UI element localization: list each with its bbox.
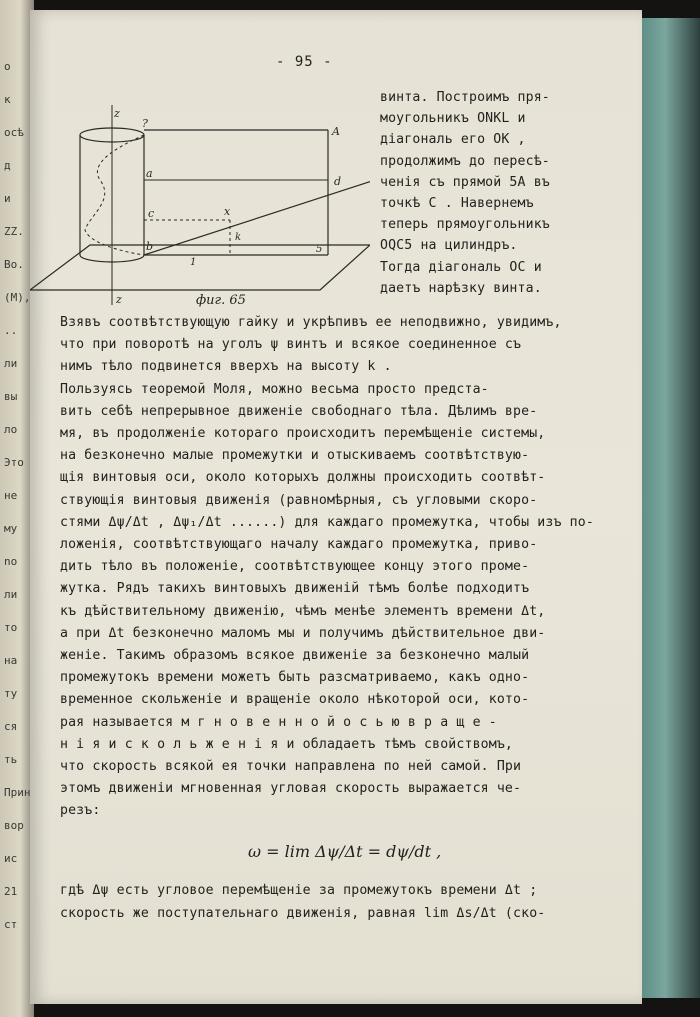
text-line: моугольникъ ONKL и [380,111,526,127]
text-line: рая называется м г н о в е н н о й о с ь ю в р а щ е - [60,714,497,730]
figure-65-helix-diagram [30,105,370,305]
text-line: временное скольженіе и вращеніе около нѣкоторой оси, кото- [60,692,530,708]
left-page-fragment: осѣ [4,126,24,139]
left-page-fragment: ли [4,588,18,601]
text-line: щія винтовыя оси, около которыхъ должны происходить соотвѣт- [60,470,546,486]
text-line: дить тѣло въ положеніе, соотвѣтствующее концу этого проме- [60,559,530,575]
text-line: что скорость всякой ея точки направлена по ней самой. При [60,759,522,774]
text-line: гдѣ Δψ есть угловое перемѣщеніе за промежутокъ времени Δt ; [60,883,538,898]
text-line: Пользуясь теоремой Моля, можно весьма просто предста- [60,381,489,397]
left-page-fragment: no [4,555,18,568]
left-page-fragment: на [4,654,18,667]
left-page-fragment: Прин [4,786,31,799]
text-line: ченія съ прямой 5A въ [380,174,550,190]
text-line: женіе. Такимъ образомъ всякое движеніе за безконечно малый [60,648,530,663]
text-line: мя, въ продолженіе котораго происходитъ перемѣщеніе системы, [60,426,546,441]
label-z-top: z [114,107,120,120]
left-page-fragment: ту [4,687,18,700]
text-line: а при Δt безконечно маломъ мы и получимъ дѣйствительное дви- [60,625,546,641]
left-page-fragment: ст [4,918,18,931]
text-line: нимъ тѣло подвинется вверхъ на высоту k . [60,359,392,375]
text-line: на безконечно малые промежутки и отыскиваемъ соотвѣтствую- [60,448,530,464]
text-line: къ дѣйствительному движенію, чѣмъ менѣе элементъ времени Δt, [60,603,546,619]
adjacent-left-page [0,0,34,1017]
book-cover-edge [642,18,700,998]
left-page-fragment: ис [4,852,18,865]
text-line: вить себѣ непрерывное движеніе свободнаго тѣла. Дѣлимъ вре- [60,403,538,419]
left-page-fragment: ZZ. [4,225,24,238]
left-page-fragment: и [4,192,11,205]
label-k: k [235,232,242,243]
left-page-fragment: вы [4,390,18,403]
text-line: теперь прямоугольникъ [380,217,550,233]
left-page-fragment: не [4,489,18,502]
left-page-fragment: к [4,93,11,106]
left-page-fragment: ть [4,753,18,766]
left-page-fragment: вор [4,819,24,832]
text-line: OQC5 на цилиндръ. [380,238,518,254]
left-page-fragment: д [4,159,11,172]
text-line: н і я и с к о л ь ж е н і я и обладаетъ тѣмъ свойствомъ, [60,736,514,752]
text-line: Взявъ соотвѣтствующую гайку и укрѣпивъ ее неподвижно, увидимъ, [60,315,562,330]
label-q: ? [142,117,148,130]
text-line: промежутокъ времени можетъ быть разсматриваемо, какъ одно- [60,670,530,686]
left-page-fragment: му [4,522,18,535]
left-page-fragment: 21 [4,885,18,898]
text-line: Тогда діагональ OC и [380,259,542,275]
label-o: a [146,167,153,180]
formula: ω = lim Δψ/Δt = dψ/dt , [248,842,442,861]
left-page-fragment: Это [4,456,24,469]
text-line: ложенія, соотвѣтствующаго началу каждаго промежутка, приво- [60,537,538,552]
label-5: 5 [316,244,323,255]
book-page [30,10,642,1004]
left-page-fragment: ся [4,720,18,733]
label-b: b [146,240,154,253]
label-x: x [224,205,231,218]
text-line: даетъ нарѣзку винта. [380,280,542,296]
label-a: A [332,125,340,138]
left-page-fragment: то [4,621,18,634]
text-line: этомъ движеніи мгновенная угловая скорость выражается че- [60,781,522,797]
left-page-fragment: .. [4,324,18,337]
text-line: діагональ его OK , [380,132,526,148]
text-line: что при поворотѣ на уголъ ψ винтъ и всякое соединенное съ [60,337,522,353]
left-page-fragment: о [4,60,11,73]
label-z-bottom: z [116,293,122,305]
text-line: точкѣ C . Навернемъ [380,196,534,211]
text-line: резъ: [60,803,101,819]
figure-caption: фиг. 65 [196,293,246,308]
left-page-fragment: Bo. [4,258,24,271]
label-c: c [148,207,155,220]
text-line: жутка. Рядъ такихъ винтовыхъ движеній тѣмъ болѣе подходитъ [60,581,530,597]
left-page-fragment: ли [4,357,18,370]
text-line: ствующія винтовыя движенія (равномѣрныя, съ угловыми скоро- [60,492,538,508]
label-d: d [334,175,342,188]
label-1: 1 [190,257,197,268]
left-page-fragment: ло [4,423,18,436]
text-line: продолжимъ до пересѣ- [380,153,550,169]
left-page-fragment: (M), [4,291,31,304]
text-line: винта. Построимъ пря- [380,90,550,105]
text-line: стями Δψ/Δt , Δψ₁/Δt ......) для каждаго промежутка, чтобы изъ по- [60,514,594,530]
text-line: скорость же поступательнаго движенія, равная lim Δs/Δt (ско- [60,905,546,921]
page-number: - 95 - [276,54,333,70]
